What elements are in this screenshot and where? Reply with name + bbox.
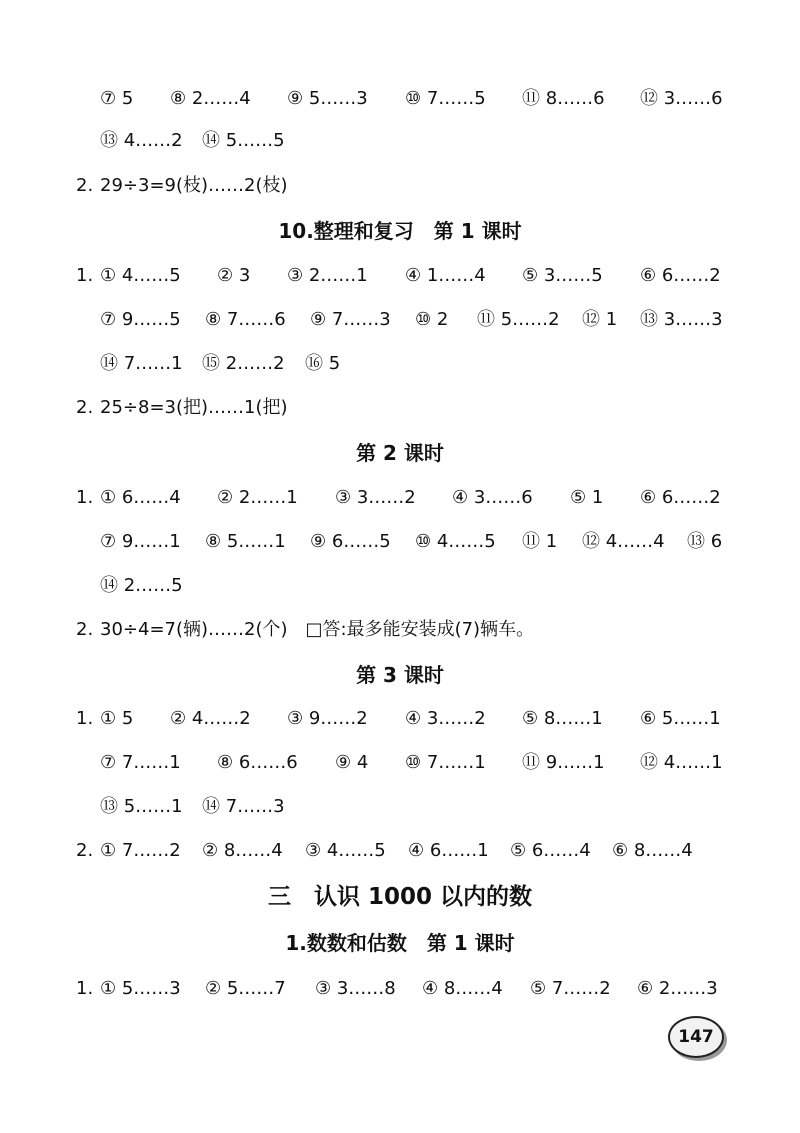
answer-item: ⑧ 7……6	[205, 309, 286, 330]
answer-item: ⑥ 6……2	[640, 487, 721, 508]
answer-item: ⑩ 4……5	[415, 531, 496, 552]
answer-item: ⑤ 1	[570, 487, 604, 508]
question-number: 2.	[76, 397, 94, 418]
question-answer: 25÷8=3(把)……1(把)	[100, 397, 288, 418]
answer-item: ② 3	[217, 265, 251, 286]
answer-item: ⑩ 7……5	[405, 88, 486, 109]
answer-item: ⑫ 4……4	[582, 531, 665, 552]
answer-item: ⑤ 7……2	[530, 978, 611, 999]
answer-item: ⑤ 8……1	[522, 708, 603, 729]
answer-item: ② 4……2	[170, 708, 251, 729]
answer-item: ② 2……1	[217, 487, 298, 508]
answer-item: ④ 1……4	[405, 265, 486, 286]
answer-item: ③ 4……5	[305, 840, 386, 861]
answer-item: ⑬ 5……1	[100, 796, 183, 817]
question-number: 2.	[76, 619, 94, 640]
answer-item: ⑨ 4	[335, 752, 369, 773]
answer-item: ⑭ 7……1	[100, 353, 183, 374]
answer-item: ⑪ 9……1	[522, 752, 605, 773]
answer-item: ⑦ 5	[100, 88, 134, 109]
answer-item: ① 6……4	[100, 487, 181, 508]
answer-item: ⑧ 2……4	[170, 88, 251, 109]
answer-item: ① 7……2	[100, 840, 181, 861]
answer-item: ③ 3……2	[335, 487, 416, 508]
answer-item: ① 5……3	[100, 978, 181, 999]
answer-item: ⑭ 2……5	[100, 575, 183, 596]
answer-item: ⑨ 6……5	[310, 531, 391, 552]
question-number: 2.	[76, 175, 94, 196]
answer-item: ④ 3……2	[405, 708, 486, 729]
answer-item: ④ 8……4	[422, 978, 503, 999]
answer-item: ⑥ 6……2	[640, 265, 721, 286]
chapter-title: 三 认识 1000 以内的数	[267, 884, 533, 910]
question-number: 1.	[76, 265, 94, 286]
answer-item: ⑪ 5……2	[477, 309, 560, 330]
answer-item: ③ 2……1	[287, 265, 368, 286]
answer-item: ⑫ 4……1	[640, 752, 723, 773]
answer-item: ② 5……7	[205, 978, 286, 999]
answer-item: ① 4……5	[100, 265, 181, 286]
answer-item: ⑥ 8……4	[612, 840, 693, 861]
section-title: 10.整理和复习 第 1 课时	[278, 219, 522, 243]
question-number: 2.	[76, 840, 94, 861]
section-title: 第 3 课时	[356, 663, 444, 687]
answer-item: ⑫ 1	[582, 309, 618, 330]
answer-item: ⑦ 7……1	[100, 752, 181, 773]
answer-item: ⑪ 1	[522, 531, 558, 552]
answer-item: ⑥ 2……3	[637, 978, 718, 999]
answer-item: ⑧ 6……6	[217, 752, 298, 773]
answer-item: ⑩ 2	[415, 309, 449, 330]
answer-item: ⑨ 5……3	[287, 88, 368, 109]
answer-item: ⑦ 9……1	[100, 531, 181, 552]
answer-item: ⑩ 7……1	[405, 752, 486, 773]
answer-item: ③ 9……2	[287, 708, 368, 729]
question-answer: 29÷3=9(枝)……2(枝)	[100, 175, 288, 196]
answer-item: ⑬ 3……3	[640, 309, 723, 330]
answer-item: ⑬ 4……2	[100, 130, 183, 151]
question-answer: 30÷4=7(辆)……2(个) □答:最多能安装成(7)辆车。	[100, 619, 535, 640]
answer-item: ⑬ 6	[687, 531, 723, 552]
answer-item: ⑭ 5……5	[202, 130, 285, 151]
answer-item: ④ 3……6	[452, 487, 533, 508]
answer-item: ⑤ 6……4	[510, 840, 591, 861]
section-title: 第 2 课时	[356, 441, 444, 465]
answer-item: ⑯ 5	[305, 353, 341, 374]
answer-item: ① 5	[100, 708, 134, 729]
page-number: 147	[668, 1016, 724, 1058]
question-number: 1.	[76, 487, 94, 508]
answer-item: ② 8……4	[202, 840, 283, 861]
answer-item: ③ 3……8	[315, 978, 396, 999]
answer-item: ⑪ 8……6	[522, 88, 605, 109]
answer-item: ⑤ 3……5	[522, 265, 603, 286]
question-number: 1.	[76, 978, 94, 999]
answer-item: ⑦ 9……5	[100, 309, 181, 330]
answer-item: ⑭ 7……3	[202, 796, 285, 817]
question-number: 1.	[76, 708, 94, 729]
answer-item: ⑥ 5……1	[640, 708, 721, 729]
answer-item: ④ 6……1	[408, 840, 489, 861]
answer-item: ⑫ 3……6	[640, 88, 723, 109]
answer-item: ⑧ 5……1	[205, 531, 286, 552]
section-title: 1.数数和估数 第 1 课时	[285, 931, 515, 955]
answer-item: ⑮ 2……2	[202, 353, 285, 374]
answer-item: ⑨ 7……3	[310, 309, 391, 330]
